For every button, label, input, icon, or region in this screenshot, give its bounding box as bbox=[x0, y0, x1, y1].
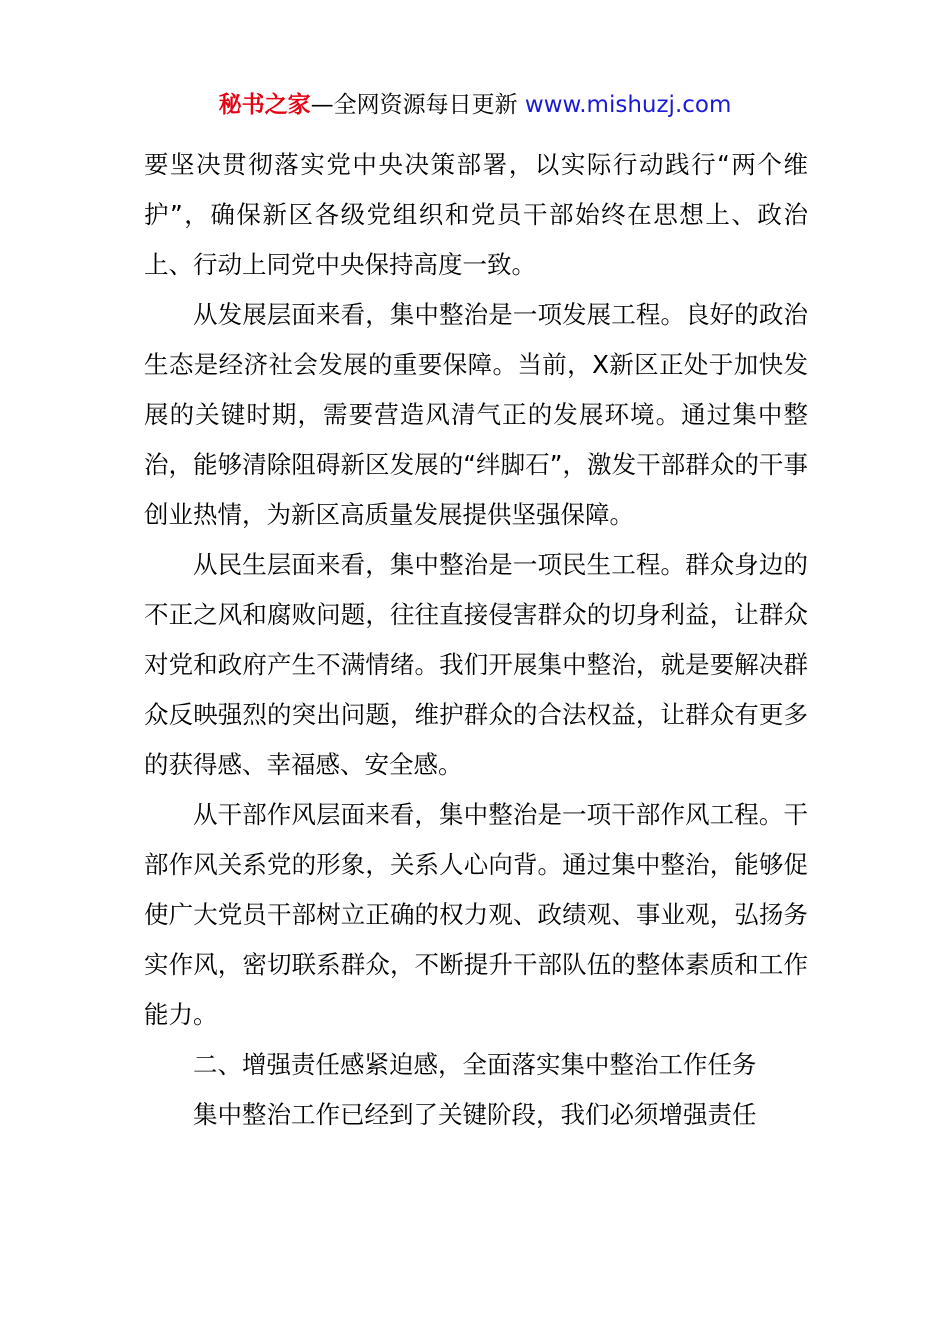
page-header bbox=[0, 88, 950, 122]
site-tagline: —全网资源每日更新 bbox=[310, 92, 525, 118]
document-body bbox=[144, 140, 808, 1140]
paragraph: 从发展层面来看，集中整治是一项发展工程。良好的政治生态是经济社会发展的重要保障。当前，X新区正处于加快发展的关键时期，需要营造风清气正的发展环境。通过集中整治，能够清除阻碍新区发展的“绊脚石”，激发干部群众的干事创业热情，为新区高质量发展提供坚强保障。 bbox=[144, 300, 808, 529]
paragraph: 集中整治工作已经到了关键阶段，我们必须增强责任 bbox=[193, 1100, 757, 1129]
paragraph: 要坚决贯彻落实党中央决策部署，以实际行动践行“两个维护”，确保新区各级党组织和党员干部始终在思想上、政治上、行动上同党中央保持高度一致。 bbox=[144, 150, 808, 279]
site-url: www.mishuzj.com bbox=[524, 92, 732, 118]
paragraph: 从民生层面来看，集中整治是一项民生工程。群众身边的不正之风和腐败问题，往往直接侵害群众的切身利益，让群众对党和政府产生不满情绪。我们开展集中整治，就是要解决群众反映强烈的突出问题，维护群众的合法权益，让群众有更多的获得感、幸福感、安全感。 bbox=[144, 550, 808, 779]
paragraph: 从干部作风层面来看，集中整治是一项干部作风工程。干部作风关系党的形象，关系人心向背。通过集中整治，能够促使广大党员干部树立正确的权力观、政绩观、事业观，弘扬务实作风，密切联系群众，不断提升干部队伍的整体素质和工作能力。 bbox=[144, 800, 808, 1029]
section-heading: 二、增强责任感紧迫感，全面落实集中整治工作任务 bbox=[193, 1050, 757, 1079]
site-brand: 秘书之家 bbox=[218, 92, 311, 118]
